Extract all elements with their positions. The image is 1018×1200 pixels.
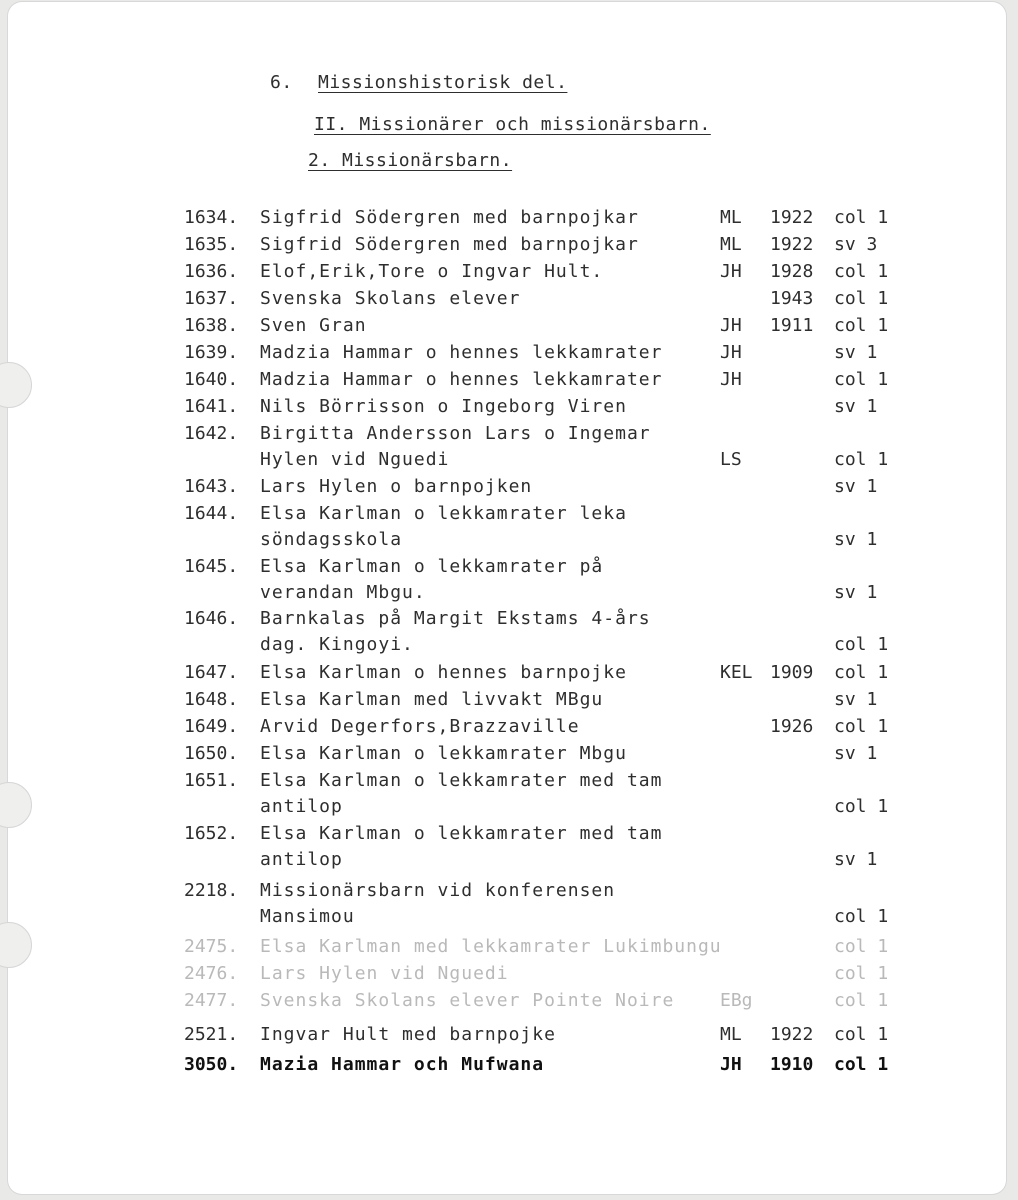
- entry-initials: ML: [720, 207, 742, 228]
- entry-number: 1641.: [184, 396, 239, 417]
- entry-year: 1928: [770, 261, 814, 282]
- entry-code: sv 1: [834, 849, 878, 870]
- list-item: [8, 988, 1006, 1014]
- entry-description-continued: antilop: [260, 849, 343, 870]
- entry-number: 3050.: [184, 1054, 239, 1075]
- entry-year: 1911: [770, 315, 814, 336]
- entry-year: 1922: [770, 1024, 814, 1045]
- entry-number: 1650.: [184, 743, 239, 764]
- list-item: [8, 1022, 1006, 1048]
- entry-description: Elsa Karlman o hennes barnpojke: [260, 662, 627, 683]
- entry-description: Ingvar Hult med barnpojke: [260, 1024, 556, 1045]
- entry-list: [8, 2, 1006, 1194]
- entry-description: Sven Gran: [260, 315, 367, 336]
- entry-code: sv 1: [834, 689, 878, 710]
- entry-number: 1648.: [184, 689, 239, 710]
- entry-description: Elsa Karlman o lekkamrater Mbgu: [260, 743, 627, 764]
- list-item: [8, 878, 1006, 927]
- entry-code: sv 1: [834, 476, 878, 497]
- entry-description: Mazia Hammar och Mufwana: [260, 1054, 545, 1075]
- entry-code: col 1: [834, 716, 889, 737]
- entry-description: Elsa Karlman o lekkamrater på: [260, 556, 604, 577]
- entry-description: Madzia Hammar o hennes lekkamrater: [260, 369, 663, 390]
- entry-number: 2477.: [184, 990, 239, 1011]
- entry-number: 2476.: [184, 963, 239, 984]
- entry-code: col 1: [834, 288, 889, 309]
- entry-number: 1651.: [184, 770, 239, 791]
- entry-initials: ML: [720, 1024, 742, 1045]
- entry-number: 1649.: [184, 716, 239, 737]
- entry-description: Elsa Karlman o lekkamrater med tam: [260, 823, 663, 844]
- entry-description: Lars Hylen o barnpojken: [260, 476, 533, 497]
- entry-number: 1637.: [184, 288, 239, 309]
- entry-year: 1943: [770, 288, 814, 309]
- list-item: [8, 259, 1006, 285]
- entry-year: 1926: [770, 716, 814, 737]
- entry-initials: JH: [720, 342, 742, 363]
- list-item: [8, 501, 1006, 550]
- entry-code: col 1: [834, 936, 889, 957]
- entry-year: 1922: [770, 207, 814, 228]
- entry-code: col 1: [834, 1054, 889, 1075]
- list-item: [8, 474, 1006, 500]
- entry-number: 1643.: [184, 476, 239, 497]
- list-item: [8, 768, 1006, 817]
- entry-code: col 1: [834, 990, 889, 1011]
- entry-description: Missionärsbarn vid konferensen: [260, 880, 616, 901]
- entry-number: 1640.: [184, 369, 239, 390]
- entry-description: Sigfrid Södergren med barnpojkar: [260, 207, 639, 228]
- entry-description: Elsa Karlman o lekkamrater med tam: [260, 770, 663, 791]
- entry-code: col 1: [834, 315, 889, 336]
- entry-description-continued: dag. Kingoyi.: [260, 634, 414, 655]
- list-item: [8, 286, 1006, 312]
- entry-description-continued: Hylen vid Nguedi: [260, 449, 450, 470]
- entry-number: 1647.: [184, 662, 239, 683]
- entry-year: 1910: [770, 1054, 814, 1075]
- entry-description: Svenska Skolans elever Pointe Noire: [260, 990, 675, 1011]
- entry-number: 1636.: [184, 261, 239, 282]
- entry-number: 2521.: [184, 1024, 239, 1045]
- entry-initials: ML: [720, 234, 742, 255]
- entry-year: 1909: [770, 662, 814, 683]
- list-item: [8, 367, 1006, 393]
- entry-code: col 1: [834, 963, 889, 984]
- list-item: [8, 394, 1006, 420]
- entry-description-continued: söndagsskola: [260, 529, 403, 550]
- entry-description: Elsa Karlman o lekkamrater leka: [260, 503, 627, 524]
- entry-code: sv 1: [834, 743, 878, 764]
- entry-description-continued: Mansimou: [260, 906, 355, 927]
- entry-initials: EBg: [720, 990, 753, 1011]
- entry-code: sv 1: [834, 582, 878, 603]
- entry-code: col 1: [834, 662, 889, 683]
- entry-code: col 1: [834, 796, 889, 817]
- entry-code: col 1: [834, 369, 889, 390]
- entry-description: Elsa Karlman med livvakt MBgu: [260, 689, 604, 710]
- entry-number: 1634.: [184, 207, 239, 228]
- list-item: [8, 687, 1006, 713]
- entry-description: Elsa Karlman med lekkamrater Lukimbungu: [260, 936, 722, 957]
- entry-code: sv 1: [834, 529, 878, 550]
- section-title: Missionshistorisk del.: [318, 72, 568, 93]
- list-item: [8, 554, 1006, 603]
- entry-initials: JH: [720, 369, 742, 390]
- entry-code: col 1: [834, 449, 889, 470]
- list-item: [8, 741, 1006, 767]
- entry-number: 1639.: [184, 342, 239, 363]
- list-item: [8, 934, 1006, 960]
- entry-description: Madzia Hammar o hennes lekkamrater: [260, 342, 663, 363]
- entry-code: col 1: [834, 207, 889, 228]
- document-page: [8, 2, 1006, 1194]
- list-item: [8, 1052, 1006, 1078]
- entry-code: sv 1: [834, 396, 878, 417]
- entry-code: col 1: [834, 1024, 889, 1045]
- entry-initials: JH: [720, 1054, 742, 1075]
- entry-number: 1642.: [184, 423, 239, 444]
- entry-code: sv 3: [834, 234, 878, 255]
- entry-description: Elof,Erik,Tore o Ingvar Hult.: [260, 261, 604, 282]
- entry-description-continued: verandan Mbgu.: [260, 582, 426, 603]
- entry-description: Arvid Degerfors,Brazzaville: [260, 716, 580, 737]
- entry-code: sv 1: [834, 342, 878, 363]
- entry-number: 1652.: [184, 823, 239, 844]
- entry-year: 1922: [770, 234, 814, 255]
- section-number: 6.: [270, 72, 293, 93]
- list-item: [8, 821, 1006, 870]
- list-item: [8, 660, 1006, 686]
- entry-code: col 1: [834, 634, 889, 655]
- entry-number: 1646.: [184, 608, 239, 629]
- subsubsection-heading: 2. Missionärsbarn.: [308, 150, 513, 171]
- entry-initials: JH: [720, 315, 742, 336]
- entry-number: 1635.: [184, 234, 239, 255]
- entry-description: Sigfrid Södergren med barnpojkar: [260, 234, 639, 255]
- list-item: [8, 232, 1006, 258]
- entry-number: 1644.: [184, 503, 239, 524]
- list-item: [8, 313, 1006, 339]
- entry-number: 2218.: [184, 880, 239, 901]
- entry-code: col 1: [834, 906, 889, 927]
- list-item: [8, 961, 1006, 987]
- entry-initials: LS: [720, 449, 742, 470]
- entry-description: Nils Börrisson o Ingeborg Viren: [260, 396, 627, 417]
- entry-description: Barnkalas på Margit Ekstams 4-års: [260, 608, 651, 629]
- list-item: [8, 606, 1006, 655]
- list-item: [8, 714, 1006, 740]
- entry-description: Lars Hylen vid Nguedi: [260, 963, 509, 984]
- list-item: [8, 421, 1006, 470]
- entry-initials: KEL: [720, 662, 753, 683]
- entry-description: Svenska Skolans elever: [260, 288, 521, 309]
- entry-number: 1638.: [184, 315, 239, 336]
- entry-number: 2475.: [184, 936, 239, 957]
- list-item: [8, 205, 1006, 231]
- subsection-heading: II. Missionärer och missionärsbarn.: [314, 114, 711, 135]
- entry-number: 1645.: [184, 556, 239, 577]
- list-item: [8, 340, 1006, 366]
- entry-code: col 1: [834, 261, 889, 282]
- entry-description: Birgitta Andersson Lars o Ingemar: [260, 423, 651, 444]
- entry-description-continued: antilop: [260, 796, 343, 817]
- entry-initials: JH: [720, 261, 742, 282]
